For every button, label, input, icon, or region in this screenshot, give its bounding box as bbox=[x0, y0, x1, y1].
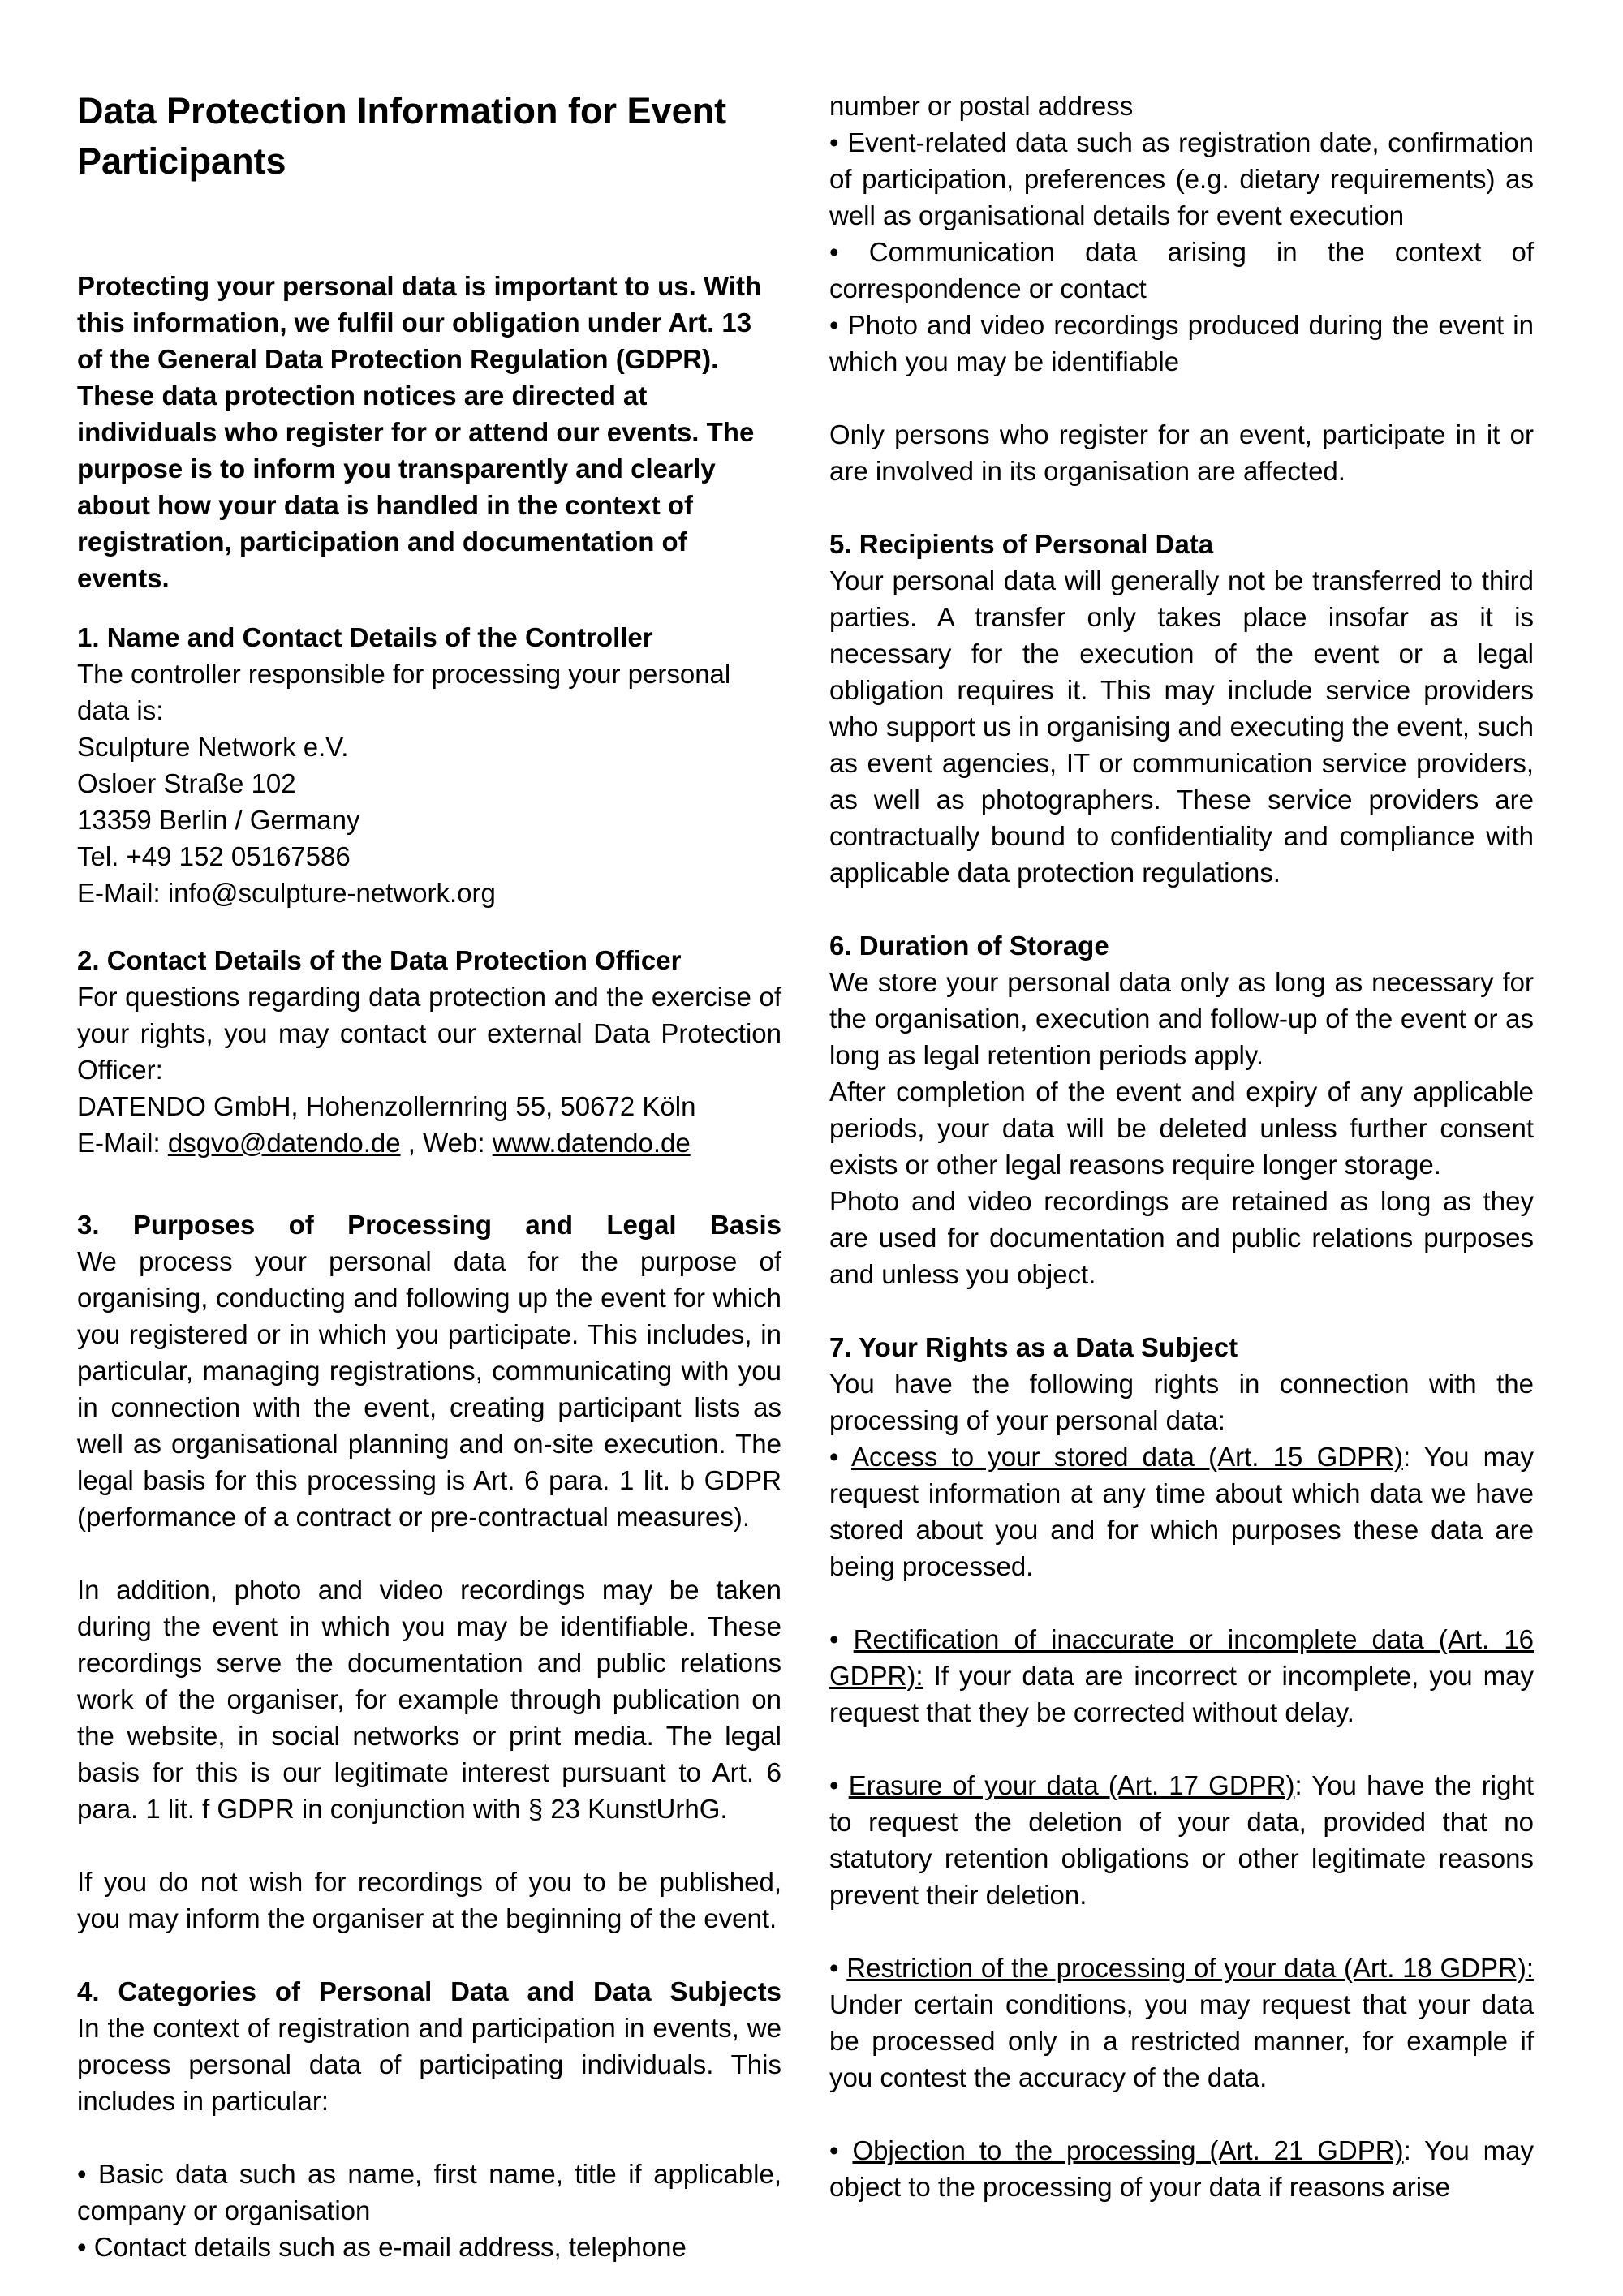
right-column bbox=[829, 0, 1534, 2205]
bullet-icon: • bbox=[77, 2159, 99, 2189]
section-3-heading: 3. Purposes of Processing and Legal Basis bbox=[77, 1210, 781, 1240]
bullet-icon: • bbox=[829, 1770, 849, 1800]
controller-city: 13359 Berlin / Germany bbox=[77, 805, 360, 835]
section-4-heading: 4. Categories of Personal Data and Data Subjects bbox=[77, 1976, 781, 2006]
bullet-icon: • bbox=[829, 1624, 854, 1654]
page-title: Data Protection Information for Event Participants bbox=[77, 90, 727, 182]
bullet-icon: • bbox=[829, 237, 869, 267]
section-2-heading: 2. Contact Details of the Data Protection Officer bbox=[77, 945, 682, 975]
controller-org: Sculpture Network e.V. bbox=[77, 732, 349, 762]
right-access: • Access to your stored data (Art. 15 GDPR): You may request information at any time about which data we have stored about you and for which purposes these data are being processed. bbox=[829, 1442, 1534, 1581]
right-objection: • Objection to the processing (Art. 21 GDPR): You may object to the processing of your data if reasons arise bbox=[829, 2135, 1534, 2202]
right-rectification: • Rectification of inaccurate or incomplete data (Art. 16 GDPR): If your data are incorrect or incomplete, you may request that they be corrected without delay. bbox=[829, 1624, 1534, 1727]
section-5-heading: 5. Recipients of Personal Data bbox=[829, 529, 1214, 559]
intro-paragraph: Protecting your personal data is important to us. With this information, we fulfil our obligation under Art. 13 of the General Data Protection Regulation (GDPR). These data protection notices are directed at individuals who register for or attend our events. The purpose is to inform you transparently and clearly about how your data is handled in the context of registration, participation and documentation of events. bbox=[77, 271, 762, 593]
storage-paragraph-1: We store your personal data only as long as necessary for the organisation, execution and follow-up of the event or as long as legal retention periods apply. bbox=[829, 967, 1534, 1070]
bullet-contact-details: • Contact details such as e-mail address, telephone bbox=[77, 2232, 687, 2262]
bullet-icon: • bbox=[829, 2135, 853, 2165]
controller-street: Osloer Straße 102 bbox=[77, 768, 296, 798]
web-label: , Web: bbox=[400, 1128, 493, 1158]
rights-intro: You have the following rights in connection with the processing of your personal data: bbox=[829, 1369, 1534, 1435]
email-label: E-Mail: bbox=[77, 1128, 168, 1158]
section-1-heading: 1. Name and Contact Details of the Controller bbox=[77, 622, 653, 652]
bullet-photo-video: • Photo and video recordings produced during the event in which you may be identifiable bbox=[829, 310, 1534, 376]
right-restriction: • Restriction of the processing of your data (Art. 18 GDPR): Under certain conditions, you may request that your data be processed only in a restricted manner, for example if you contest the accuracy of the data. bbox=[829, 1953, 1534, 2092]
controller-email: info@sculpture-network.org bbox=[167, 878, 496, 908]
purposes-paragraph-3: If you do not wish for recordings of you to be published, you may inform the organiser at the beginning of the event. bbox=[77, 1867, 781, 1933]
right-access-lead: Access to your stored data (Art. 15 GDPR) bbox=[850, 1442, 1403, 1472]
right-erasure-lead: Erasure of your data (Art. 17 GDPR) bbox=[848, 1770, 1295, 1800]
right-rectification-lead: Rectification of inaccurate or incomplete data (Art. 16 GDPR): bbox=[829, 1624, 1534, 1691]
categories-intro: In the context of registration and participation in events, we process personal data of participating individuals. This includes in particular: bbox=[77, 2013, 781, 2116]
controller-phone: Tel. +49 152 05167586 bbox=[77, 841, 351, 871]
bullet-icon: • bbox=[829, 127, 848, 157]
right-erasure: • Erasure of your data (Art. 17 GDPR): You have the right to request the deletion of your data, provided that no statutory retention obligations or other legitimate reasons prevent their deletion. bbox=[829, 1770, 1534, 1910]
dpo-web-link[interactable]: www.datendo.de bbox=[492, 1128, 691, 1158]
storage-paragraph-3: Photo and video recordings are retained as long as they are used for documentation and public relations purposes and unless you object. bbox=[829, 1186, 1534, 1289]
bullet-contact-details-continued: number or postal address bbox=[829, 91, 1134, 121]
email-label: E-Mail: bbox=[77, 878, 168, 908]
bullet-icon: • bbox=[829, 1953, 847, 1983]
section-6-heading: 6. Duration of Storage bbox=[829, 931, 1109, 961]
section-7-heading: 7. Your Rights as a Data Subject bbox=[829, 1332, 1238, 1362]
bullet-basic-data: • Basic data such as name, first name, title if applicable, company or organisation bbox=[77, 2159, 781, 2225]
dpo-contact-line bbox=[77, 1124, 781, 1161]
affected-persons-paragraph: Only persons who register for an event, participate in it or are involved in its organisation are affected. bbox=[829, 419, 1534, 486]
bullet-icon: • bbox=[77, 2232, 94, 2262]
right-objection-lead: Objection to the processing (Art. 21 GDPR) bbox=[852, 2135, 1404, 2165]
purposes-paragraph-2: In addition, photo and video recordings may be taken during the event in which you may be identifiable. These recordings serve the documentation and public relations work of the organiser, for example through publication on the website, in social networks or print media. The legal basis for this is our legitimate interest pursuant to Art. 6 para. 1 lit. f GDPR in conjunction with § 23 KunstUrhG. bbox=[77, 1575, 781, 1824]
controller-intro: The controller responsible for processing your personal data is: bbox=[77, 659, 731, 725]
recipients-paragraph: Your personal data will generally not be transferred to third parties. A transfer only takes place insofar as it is necessary for the execution of the event or a legal obligation requires it. This may include service providers who support us in organising and executing the event, such as event agencies, IT or communication service providers, as well as photographers. These service providers are contractually bound to confidentiality and compliance with applicable data protection regulations. bbox=[829, 565, 1534, 888]
dpo-address: DATENDO GmbH, Hohenzollernring 55, 50672 Köln bbox=[77, 1091, 696, 1121]
purposes-paragraph-1: We process your personal data for the purpose of organising, conducting and following up the event for which you registered or in which you participate. This includes, in particular, managing registrations, communicating with you in connection with the event, creating participant lists as well as organisational planning and on-site execution. The legal basis for this processing is Art. 6 para. 1 lit. b GDPR (performance of a contract or pre-contractual measures). bbox=[77, 1246, 781, 1532]
dpo-email-link[interactable]: dsgvo@datendo.de bbox=[167, 1128, 401, 1158]
storage-paragraph-2: After completion of the event and expiry of any applicable periods, your data will be deleted unless further consent exists or other legal reasons require longer storage. bbox=[829, 1077, 1534, 1180]
bullet-icon: • bbox=[829, 310, 848, 340]
right-restriction-lead: Restriction of the processing of your data (Art. 18 GDPR): bbox=[846, 1953, 1534, 1983]
bullet-communication-data: • Communication data arising in the context of correspondence or contact bbox=[829, 237, 1534, 303]
bullet-icon: • bbox=[829, 1442, 851, 1472]
dpo-intro: For questions regarding data protection and the exercise of your rights, you may contact our external Data Protection Officer: bbox=[77, 982, 781, 1085]
bullet-event-data: • Event-related data such as registration date, confirmation of participation, preferences (e.g. dietary requirements) as well as organisational details for event execution bbox=[829, 127, 1534, 230]
left-column bbox=[77, 0, 781, 2265]
controller-email-line bbox=[77, 875, 781, 911]
